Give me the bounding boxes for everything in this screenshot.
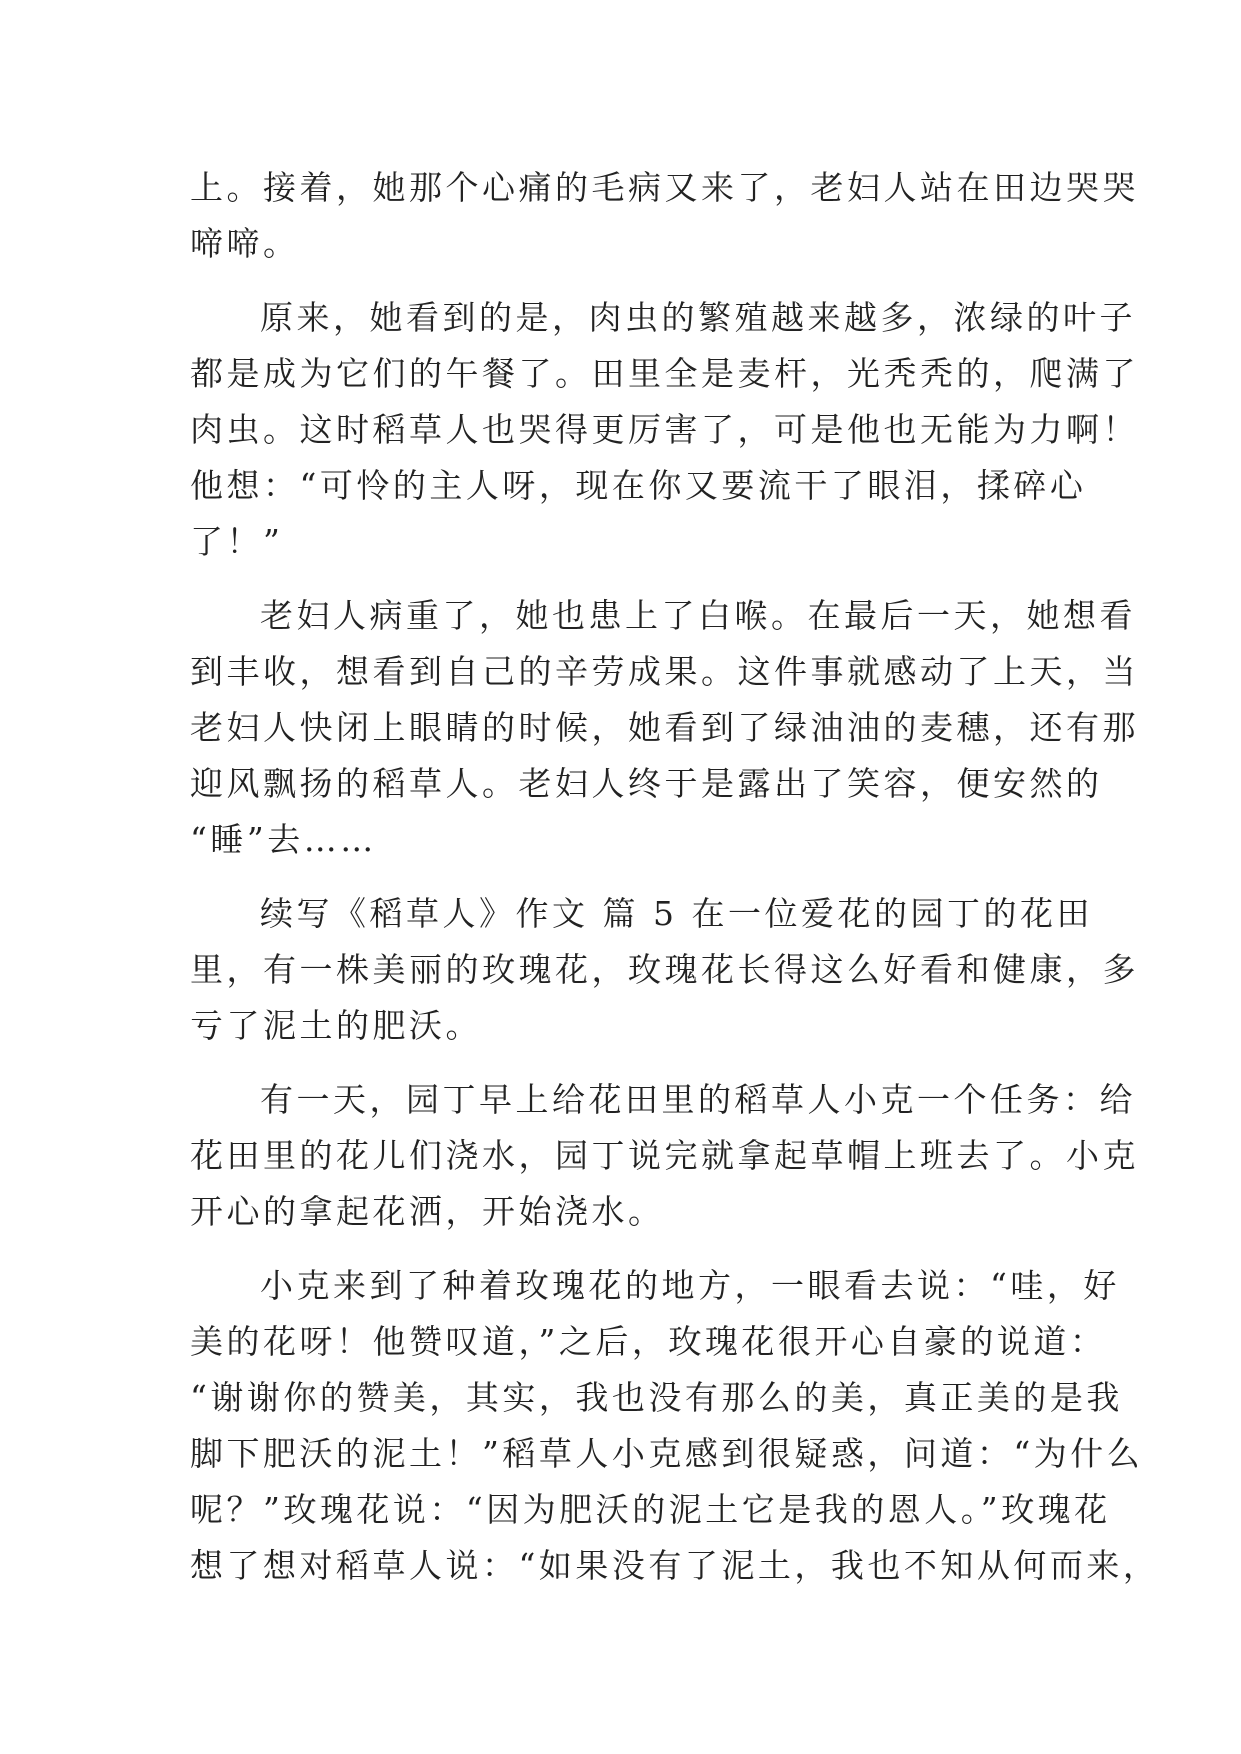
document-body: [190, 160, 1160, 1594]
text-line: 都是成为它们的午餐了。田里全是麦杆，光秃秃的，爬满了: [190, 354, 1139, 393]
paragraph-start-line: 有一天，园丁早上给花田里的稻草人小克一个任务：给: [260, 1080, 1136, 1119]
text-line: “谢谢你的赞美，其实，我也没有那么的美，真正美的是我: [190, 1378, 1123, 1417]
text-line: 花田里的花儿们浇水，园丁说完就拿起草帽上班去了。小克: [190, 1136, 1139, 1175]
text-line: 肉虫。这时稻草人也哭得更厉害了，可是他也无能为力啊！: [190, 410, 1139, 449]
text-line: 亏了泥土的肥沃。: [190, 1006, 482, 1045]
paragraph-start-line: 老妇人病重了，她也患上了白喉。在最后一天，她想看: [260, 596, 1136, 635]
paragraph-start-line: 小克来到了种着玫瑰花的地方，一眼看去说：“哇，好: [260, 1266, 1120, 1305]
text-line: 啼啼。: [190, 224, 300, 263]
text-line: 里，有一株美丽的玫瑰花，玫瑰花长得这么好看和健康，多: [190, 950, 1139, 989]
text-line: 到丰收，想看到自己的辛劳成果。这件事就感动了上天，当: [190, 652, 1139, 691]
text-line: 美的花呀！他赞叹道，”之后，玫瑰花很开心自豪的说道：: [190, 1322, 1107, 1361]
section-heading-line: 续写《稻草人》作文 篇 5 在一位爱花的园丁的花田: [260, 894, 1093, 933]
text-line: 开心的拿起花洒，开始浇水。: [190, 1192, 665, 1231]
text-line: 老妇人快闭上眼睛的时候，她看到了绿油油的麦穗，还有那: [190, 708, 1139, 747]
paragraph-start-line: 原来，她看到的是，肉虫的繁殖越来越多，浓绿的叶子: [260, 298, 1136, 337]
text-line: 呢？”玫瑰花说：“因为肥沃的泥土它是我的恩人。”玫瑰花: [190, 1490, 1111, 1529]
text-line: 想了想对稻草人说：“如果没有了泥土，我也不知从何而来，: [190, 1546, 1160, 1585]
text-line: 了！”: [190, 522, 284, 561]
text-line: 上。接着，她那个心痛的毛病又来了，老妇人站在田边哭哭: [190, 168, 1139, 207]
text-line: “睡”去……: [190, 820, 377, 859]
text-line: 脚下肥沃的泥土！”稻草人小克感到很疑惑，问道：“为什么: [190, 1434, 1144, 1473]
text-line: 迎风飘扬的稻草人。老妇人终于是露出了笑容，便安然的: [190, 764, 1103, 803]
text-line: 他想：“可怜的主人呀，现在你又要流干了眼泪，揉碎心: [190, 466, 1087, 505]
